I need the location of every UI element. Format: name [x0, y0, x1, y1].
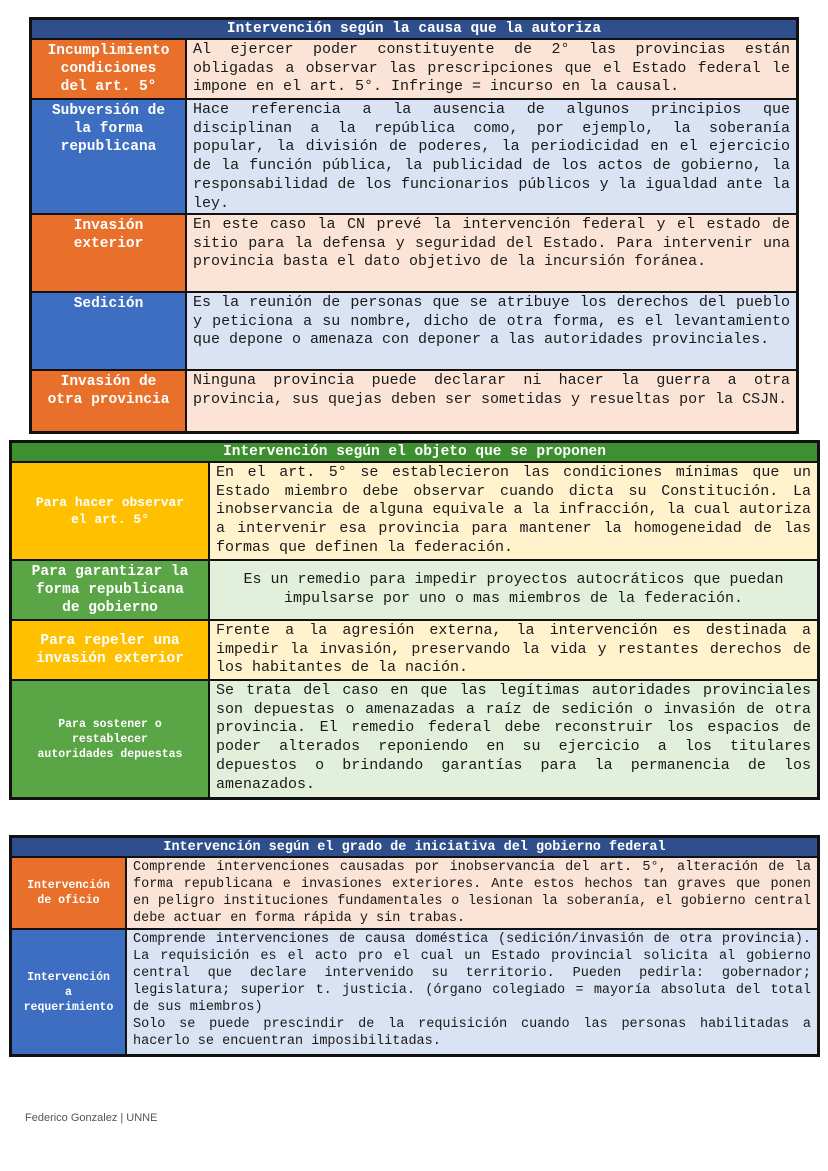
row-label — [32, 293, 187, 369]
table-causa-title: Intervención según la causa que la autoriza — [32, 20, 796, 40]
table-objeto-title: Intervención según el objeto que se proponen — [12, 443, 817, 463]
table-causa — [29, 17, 799, 434]
table-row — [12, 858, 817, 930]
row-label-text: Para repeler una invasión exterior — [36, 633, 184, 667]
table-row — [32, 215, 796, 293]
table-row — [12, 621, 817, 681]
table-row — [32, 100, 796, 215]
table-iniciativa-title: Intervención según el grado de iniciativa del gobierno federal — [12, 838, 817, 858]
row-label — [32, 100, 187, 213]
row-label-text: Invasión de otra provincia — [47, 374, 170, 408]
row-text: Se trata del caso en que las legítimas autoridades provinciales son depuestas o amenazadas a raíz de sedición o invasión de otra provincia. El remedio federal debe reconstruir los espacios de poder alterados reponiendo en su ejercicio a los titulares depuestos o brindando garantías para la permanencia de los amenazados. — [210, 681, 817, 797]
row-label-text: Para sostener o restablecer autoridades depuestas — [37, 717, 183, 761]
table-row — [32, 293, 796, 371]
row-label — [12, 681, 210, 797]
row-label-text: Intervención de oficio — [27, 879, 110, 907]
row-label-text: Incumplimiento condiciones del art. 5° — [47, 43, 170, 95]
footer-credit: Federico Gonzalez | UNNE — [25, 1112, 158, 1124]
table-iniciativa — [9, 835, 820, 1057]
row-label-text: Sedición — [73, 296, 144, 312]
row-text: Frente a la agresión externa, la intervención es destinada a impedir la invasión, preservando la vida y restantes derechos de los habitantes de la nación. — [210, 621, 817, 679]
table-row — [12, 561, 817, 621]
row-text: Es un remedio para impedir proyectos autocráticos que puedan impulsarse por uno o mas miembros de la federación. — [210, 561, 817, 619]
row-text: Ninguna provincia puede declarar ni hacer la guerra a otra provincia, sus quejas deben ser sometidas y resueltas por la CSJN. — [187, 371, 796, 431]
row-label-text: Subversión de la forma republicana — [51, 103, 166, 155]
row-label — [12, 930, 127, 1054]
row-label-text: Invasión exterior — [73, 218, 144, 252]
row-label — [12, 621, 210, 679]
table-objeto — [9, 440, 820, 800]
row-label — [32, 371, 187, 431]
table-row — [12, 463, 817, 561]
table-row — [12, 681, 817, 797]
table-row — [12, 930, 817, 1054]
row-label — [12, 561, 210, 619]
table-row — [32, 40, 796, 100]
row-label-text: Intervención a requerimiento — [23, 970, 114, 1014]
row-text: Es la reunión de personas que se atribuye los derechos del pueblo y peticiona a su nombre, dicho de otra forma, es el levantamiento que depone o amenaza con deponer a las autoridades provinciales. — [187, 293, 796, 369]
row-text: Hace referencia a la ausencia de algunos principios que disciplinan a la república como, por ejemplo, la soberanía popular, la división de poderes, la periodicidad en el ejercicio de la función pública, la publicidad de los actos de gobierno, la responsabilidad de los funcionarios públicos y la igualdad ante la ley. — [187, 100, 796, 213]
row-label — [12, 858, 127, 928]
row-text-paragraph: Solo se puede prescindir de la requisición cuando las personas habilitadas a hacerlo se encuentran imposibilitadas. — [133, 1017, 811, 1049]
row-label — [32, 215, 187, 291]
row-text: Al ejercer poder constituyente de 2° las provincias están obligadas a observar las prescripciones que el Estado federal le impone en el art. 5°. Infringe = incurso en la causal. — [187, 40, 796, 98]
row-text-paragraph: Comprende intervenciones de causa doméstica (sedición/invasión de otra provincia). La requisición es el acto pro el cual un Estado provincial solicita al gobierno central que declare intervenido su territorio. Pueden pedirla: gobernador; legislatura; superior t. justicia. (órgano colegiado = mayoría absoluta del total de sus miembros) — [133, 932, 811, 1015]
table-row — [32, 371, 796, 431]
row-label-text: Para hacer observar el art. 5° — [35, 495, 185, 527]
row-label — [32, 40, 187, 98]
row-text: Comprende intervenciones causadas por inobservancia del art. 5°, alteración de la forma republicana e invasiones exteriores. Ante estos hechos tan graves que ponen en peligro instituciones fundamentales o lesionan la soberanía, el gobierno central debe actuar en forma rápida y sin trabas. — [127, 858, 817, 928]
row-label-text: Para garantizar la forma republicana de gobierno — [31, 564, 189, 616]
row-label — [12, 463, 210, 559]
row-text — [127, 930, 817, 1054]
row-text: En el art. 5° se establecieron las condiciones mínimas que un Estado miembro debe observar cuando dicta su Constitución. La inobservancia de alguna equivale a la infracción, la cual autoriza a intervenir esa provincia para mantener la homogeneidad de las formas que definen la federación. — [210, 463, 817, 559]
row-text: En este caso la CN prevé la intervención federal y el estado de sitio para la defensa y seguridad del Estado. Para intervenir una provincia basta el dato objetivo de la incursión foránea. — [187, 215, 796, 291]
